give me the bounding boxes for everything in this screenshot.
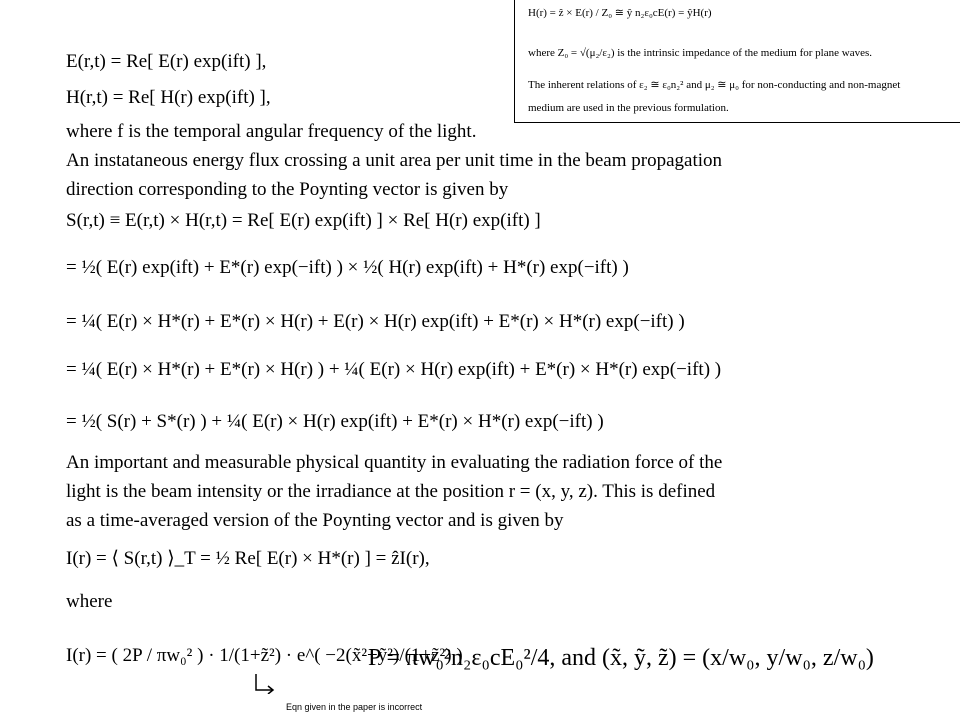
equation-expansion-2: = ¼( E(r) × H*(r) + E*(r) × H(r) + E(r) × H(r) exp(ift) + E*(r) × H*(r) exp(−ift) ) [66,311,685,332]
text-important-quantity: An important and measurable physical quantity in evaluating the radiation force of the [66,452,723,473]
equation-intensity: I(r) = ⟨ S(r,t) ⟩_T = ½ Re[ E(r) × H*(r) ] = ẑI(r), [66,548,430,569]
equation-poynting: S(r,t) ≡ E(r,t) × H(r,t) = Re[ E(r) exp(ift) ] × Re[ H(r) exp(ift) ] [66,210,541,231]
text-energy-flux: An instataneous energy flux crossing a unit area per unit time in the beam propagation [66,150,723,171]
text-where: where [66,591,113,612]
equation-intensity-profile: I(r) = ( 2P / πw₀² ) · 1/(1+z̃²) · e^( −2(x̃²+ỹ²)/(1+z̃²) ) [66,645,463,666]
equation-power: P = πw₀²n₂ε₀cE₀²/4, and (x̃, ỹ, z̃) = (x/w₀, y/w₀, z/w₀) [368,645,874,671]
equation-expansion-1: = ½( E(r) exp(ift) + E*(r) exp(−ift) ) × ½( H(r) exp(ift) + H*(r) exp(−ift) ) [66,257,629,278]
text-beam-intensity: light is the beam intensity or the irradiance at the position r = (x, y, z). This is defined [66,481,716,502]
inset-line-3: The inherent relations of ε₂ ≅ ε₀n₂² and μ₂ ≅ μ₀ for non-conducting and non-magnet [528,79,901,91]
equation-h-field: H(r,t) = Re[ H(r) exp(ift) ], [66,87,271,108]
arrow-icon [254,672,276,694]
equation-expansion-4: = ½( S(r) + S*(r) ) + ¼( E(r) × H(r) exp(ift) + E*(r) × H*(r) exp(−ift) ) [66,411,604,432]
text-frequency-definition: where f is the temporal angular frequency of the light. [66,121,477,142]
inset-line-1: H(r) = ẑ × E(r) / Z₀ ≅ ŷ n₂ε₀cE(r) = ŷH(r) [528,7,712,19]
text-poynting-intro: direction corresponding to the Poynting vector is given by [66,179,509,200]
correction-note: Eqn given in the paper is incorrect [286,702,423,712]
inset-line-4: medium are used in the previous formulation. [528,102,729,114]
equation-expansion-3: = ¼( E(r) × H*(r) + E*(r) × H(r) ) + ¼( E(r) × H(r) exp(ift) + E*(r) × H*(r) exp(−ift) ) [66,359,722,380]
inset-line-2: where Z₀ = √(μ₂/ε₂) is the intrinsic impedance of the medium for plane waves. [528,47,872,59]
text-time-averaged: as a time-averaged version of the Poynting vector and is given by [66,510,564,531]
equation-e-field: E(r,t) = Re[ E(r) exp(ift) ], [66,51,267,72]
